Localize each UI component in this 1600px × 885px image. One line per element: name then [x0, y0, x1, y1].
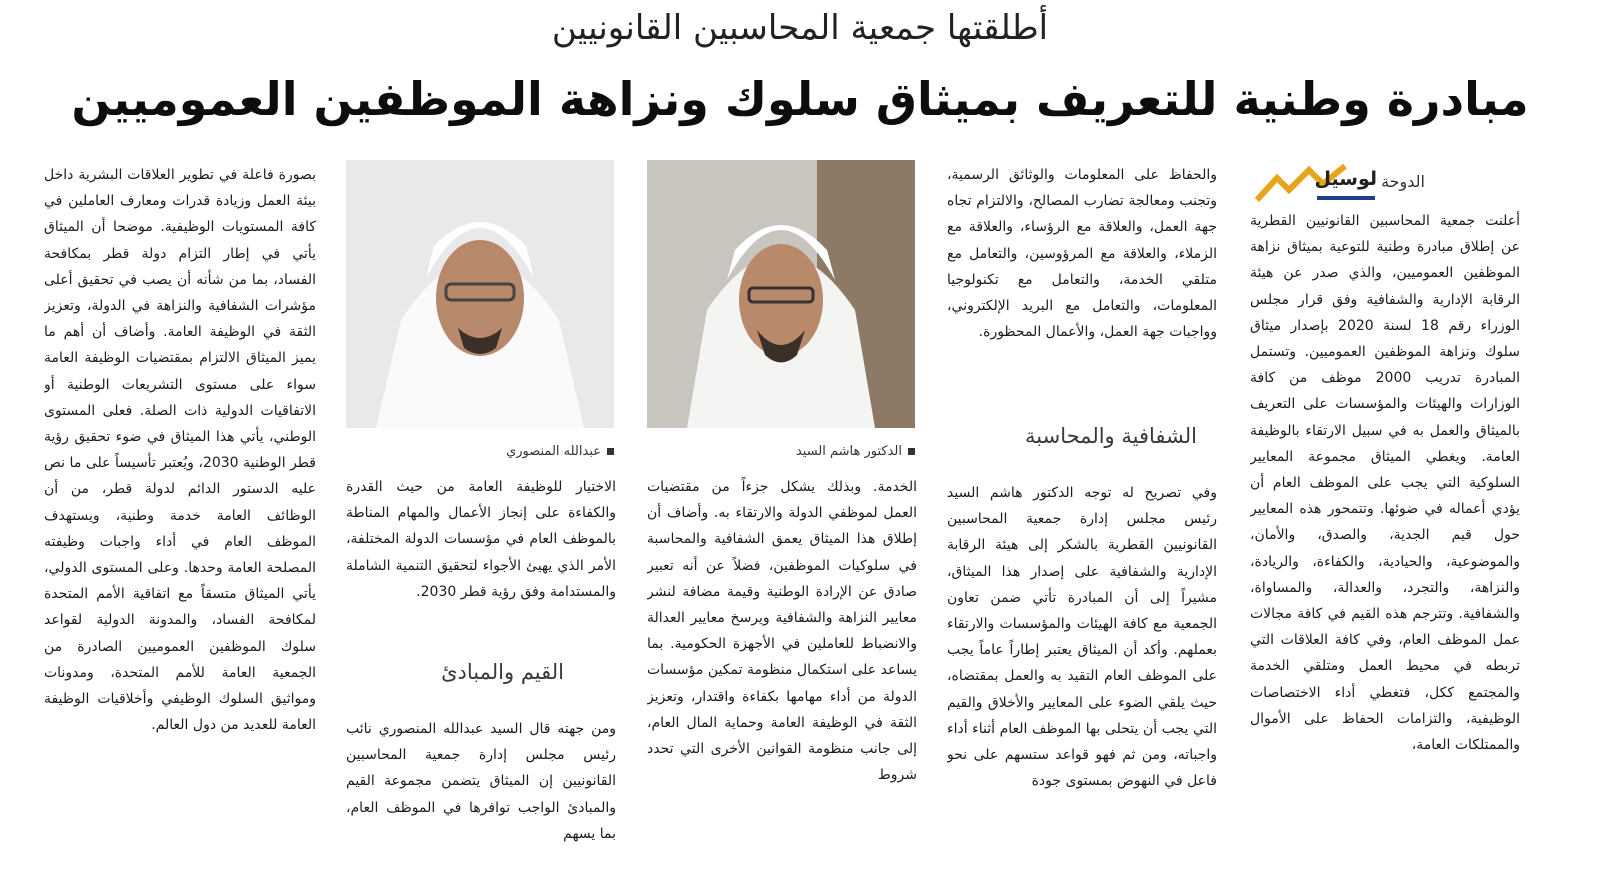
dateline-brand: لوسيل	[1314, 168, 1377, 190]
column-2-top-text: والحفاظ على المعلومات والوثائق الرسمية، وتجنب ومعالجة تضارب المصالح، والالتزام تجاه جهة العمل، والعلاقة مع الرؤساء، والعلاقة مع الزملاء، والعلاقة مع المرؤوسين، والتعامل مع متلقي الخدمة، والتعامل مع تكنولوجيا المعلومات، والتعامل مع البريد الإلكتروني، وواجبات جهة العمل، والأعمال المحظورة.	[947, 167, 1217, 341]
portrait-abdullah-icon	[346, 160, 614, 428]
column-2-bottom	[947, 480, 1217, 845]
column-5-text: بصورة فاعلة في تطوير العلاقات البشرية داخل بيئة العمل وزيادة قدرات ومعارف العاملين في كافة المستويات الوظيفية. موضحا أن الميثاق يأتي في إطار التزام دولة قطر بمكافحة الفساد، بما من شأنه أن يصب في تحقيق أعلى مؤشرات الشفافية والنزاهة في الدولة، وتعزيز الثقة في الوظيفة العامة. وأضاف أن أهم ما يميز الميثاق الالتزام بمقتضيات الوظيفة العامة سواء على مستوى التشريعات الوطنية أو الاتفاقيات الدولية ذات الصلة. فعلى المستوى الوطني، يأتي هذا الميثاق في ضوء تحقيق رؤية قطر الوطنية 2030، ويُعتبر تأسيساً على ما نص عليه الدستور الدائم لدولة قطر، من أن الوظائف العامة خدمة وطنية، ويستهدف الموظف العام في أداء واجبات وظيفته المصلحة العامة وحدها. وعلى المستوى الدولي، يأتي الميثاق متسقاً مع اتفاقية الأمم المتحدة لمكافحة الفساد، والمدونة الدولية لقواعد سلوك الموظفين العموميين الصادرة من الجمعية العامة للأمم المتحدة، ومدونات ومواثيق السلوك الوظيفي وأخلاقيات الوظيفة العامة للعديد من دول العالم.	[44, 167, 316, 734]
caption-hashem-text: الدكتور هاشم السيد	[795, 444, 902, 459]
caption-abdullah	[346, 444, 614, 459]
column-2-bottom-text: وفي تصريح له توجه الدكتور هاشم السيد رئيس مجلس إدارة جمعية المحاسبين القانونيين القطرية بالشكر إلى هيئة الرقابة الإدارية والشفافية على إصدار هذا الميثاق، مشيراً إلى أن المبادرة تأتي ضمن تعاون الجمعية مع كافة الهيئات والمؤسسات والارتقاء بعملهم. وأكد أن الميثاق يعتبر إطاراً عاماً يجب على الموظف العام التقيد به والعمل بمقتضاه، حيث يلقي الضوء على المعايير والأخلاق والقيم التي يجب أن يتحلى بها الموظف العام أثناء أداء واجباته، ومن ثم فهو قواعد ستسهم على نحو فاعل في النهوض بمستوى جودة	[947, 485, 1217, 790]
dateline-place: الدوحة –	[1368, 172, 1425, 191]
column-3-text: الخدمة. وبذلك يشكل جزءاً من مقتضيات العمل لموظفي الدولة والارتقاء به. وأضاف أن إطلاق هذا الميثاق يعمق الشفافية والمحاسبة في سلوكيات الموظفين، فضلاً عن أنه تعبير صادق عن الإرادة الوطنية وقيمة مضافة لنشر معايير النزاهة والشفافية ويرسخ معايير العدالة والانضباط للعاملين في الأجهزة الحكومية. بما يساعد على استكمال منظومة تمكين مؤسسات الدولة من أداء مهامها بكفاءة واقتدار، وتعزيز الثقة في الوظيفة العامة وحماية المال العام، إلى جانب منظومة القوانين الأخرى التي تحدد شروط	[647, 479, 917, 784]
article-headline: مبادرة وطنية للتعريف بميثاق سلوك ونزاهة الموظفين العموميين	[71, 72, 1529, 126]
photo-abdullah	[346, 160, 614, 428]
column-1-text: أعلنت جمعية المحاسبين القانونيين القطرية عن إطلاق مبادرة وطنية للتوعية بميثاق نزاهة الموظفين العموميين، والذي صدر عن هيئة الرقابة الإدارية والشفافية وفق قرار مجلس الوزراء رقم 18 لسنة 2020 بإصدار ميثاق سلوك ونزاهة الموظفين العموميين. وتستمل المبادرة تدريب 2000 موظف من كافة الوزارات والهيئات والمؤسسات على التعريف بالميثاق والعمل به في سبيل الارتقاء بالوظيفة العامة. ويغطي الميثاق مجموعة المعايير السلوكية التي يجب على الموظف العام أن يؤدي أعماله في ضوئها. وتتمحور هذه المعايير حول قيم الجدية، والصدق، والأمان، والموضوعية، والحيادية، والكفاءة، والريادة، والنزاهة، والتجرد، والعدالة، والمساواة، والشفافية. وتترجم هذه القيم في كافة مجالات عمل الموظف العام، وفي كافة العلاقات التي تربطه في محيط العمل ومتلقي الخدمة والمجتمع ككل، فتغطي أداء الاختصاصات الوظيفية، والتزامات الحفاظ على الأموال والممتلكات العامة،	[1250, 213, 1520, 754]
column-4-bottom	[346, 716, 616, 846]
column-3	[647, 474, 917, 846]
caption-bullet-icon	[908, 448, 915, 455]
column-2-top	[947, 162, 1217, 402]
dateline-underline	[1317, 196, 1375, 200]
column-4-top	[346, 474, 616, 634]
column-4-top-text: الاختيار للوظيفة العامة من حيث القدرة والكفاءة على إنجاز الأعمال والمهام المناطة بالموظف العام في مؤسسات الدولة المختلفة، الأمر الذي يهيئ الأجواء لتحقيق التنمية الشاملة والمستدامة وفق رؤية قطر 2030.	[346, 479, 616, 600]
column-4-bottom-text: ومن جهته قال السيد عبدالله المنصوري نائب رئيس مجلس إدارة جمعية المحاسبين القانونيين إن الميثاق يتضمن مجموعة القيم والمبادئ الواجب توافرها في الموظف العام، بما يسهم	[346, 721, 616, 842]
subhead-values: القيم والمبادئ	[441, 660, 564, 684]
article-kicker: أطلقتها جمعية المحاسبين القانونيين	[551, 8, 1049, 48]
photo-hashem	[647, 160, 915, 428]
caption-bullet-icon	[607, 448, 614, 455]
column-1	[1250, 208, 1520, 848]
subhead-transparency: الشفافية والمحاسبة	[1025, 424, 1197, 448]
portrait-hashem-icon	[647, 160, 915, 428]
caption-hashem	[647, 444, 915, 459]
dateline	[1253, 164, 1517, 204]
caption-abdullah-text: عبدالله المنصوري	[506, 444, 601, 459]
column-5	[44, 162, 316, 848]
